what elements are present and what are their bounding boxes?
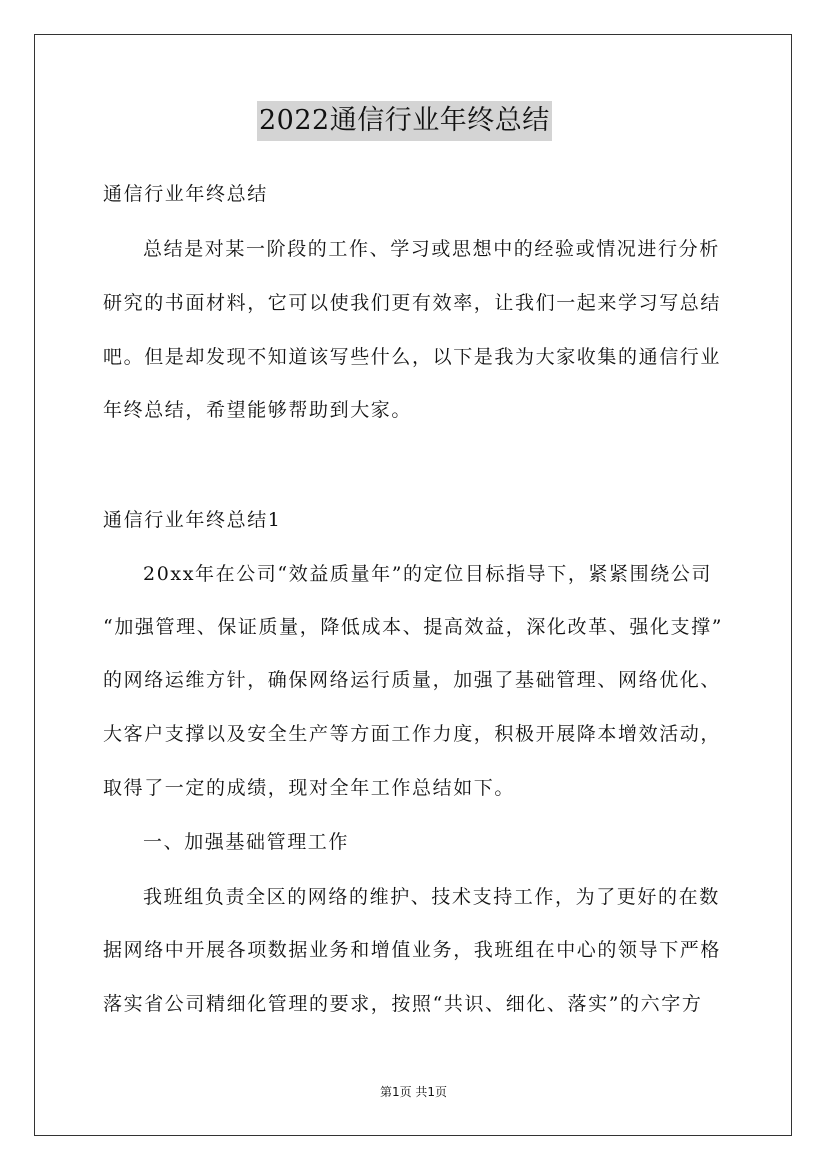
paragraph2-line-2: 据网络中开展各项数据业务和增值业务，我班组在中心的领导下严格 bbox=[103, 939, 722, 961]
intro-line-3: 吧。但是却发现不知道该写些什么，以下是我为大家收集的通信行业 bbox=[103, 346, 722, 368]
section-heading: 通信行业年终总结1 bbox=[103, 509, 282, 531]
page-footer: 第1页 共1页 bbox=[379, 1085, 448, 1099]
document-title: 2022通信行业年终总结 bbox=[257, 101, 552, 141]
paragraph1-line-2: “加强管理、保证质量，降低成本、提高效益，深化改革、强化支撑” bbox=[103, 616, 724, 638]
subheading-1: 一、加强基础管理工作 bbox=[143, 831, 350, 853]
paragraph1-line-5: 取得了一定的成绩，现对全年工作总结如下。 bbox=[103, 777, 516, 799]
intro-line-2: 研究的书面材料，它可以使我们更有效率，让我们一起来学习写总结 bbox=[103, 292, 722, 314]
intro-line-1: 总结是对某一阶段的工作、学习或思想中的经验或情况进行分析 bbox=[143, 238, 720, 260]
paragraph2-line-1: 我班组负责全区的网络的维护、技术支持工作，为了更好的在数 bbox=[143, 886, 720, 908]
paragraph1-line-1: 20xx年在公司“效益质量年”的定位目标指导下，紧紧围绕公司 bbox=[143, 563, 713, 585]
paragraph1-line-4: 大客户支撑以及安全生产等方面工作力度，积极开展降本增效活动， bbox=[103, 723, 722, 745]
document-subtitle: 通信行业年终总结 bbox=[103, 183, 268, 205]
paragraph2-line-3: 落实省公司精细化管理的要求，按照“共识、细化、落实”的六字方 bbox=[103, 993, 703, 1015]
intro-line-4: 年终总结，希望能够帮助到大家。 bbox=[103, 399, 413, 421]
paragraph1-line-3: 的网络运维方针，确保网络运行质量，加强了基础管理、网络优化、 bbox=[103, 669, 722, 691]
